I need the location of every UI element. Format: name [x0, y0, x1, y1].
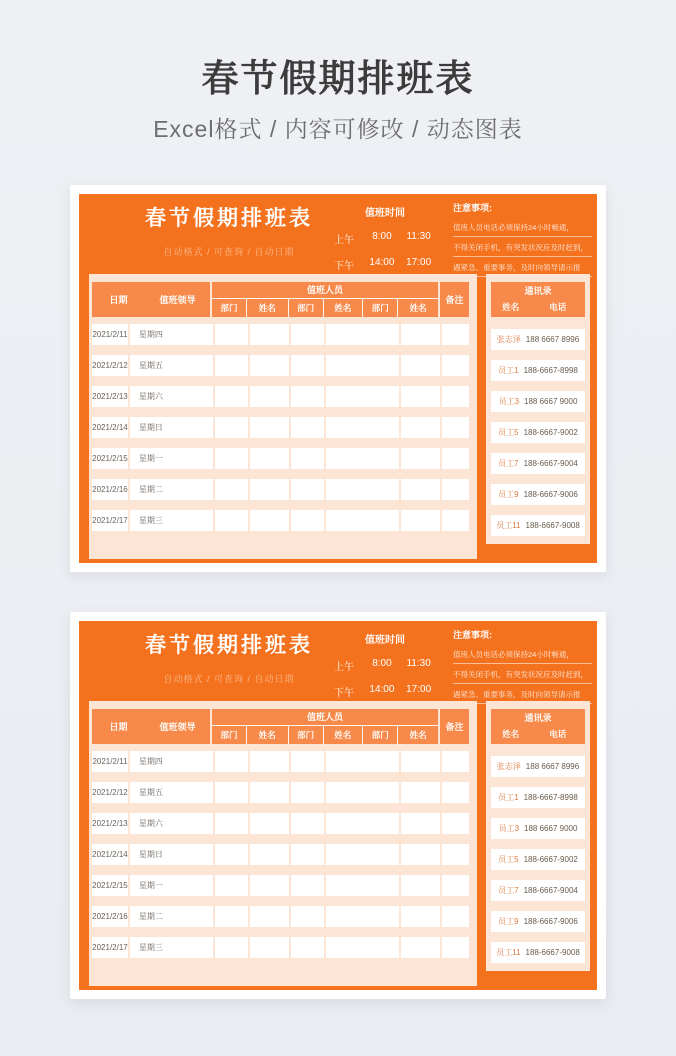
contact-phone: 188-6667-9002	[523, 855, 578, 864]
empty-cell	[250, 875, 290, 896]
note-line: 不得关闭手机，有突发状况应及时赶到，	[453, 669, 592, 684]
staff-subheader	[212, 299, 438, 317]
empty-cell	[215, 844, 248, 865]
list-item	[491, 942, 585, 963]
duty-time-label: 下午	[334, 688, 354, 699]
contact-name: 员工5	[498, 428, 519, 437]
empty-cell	[250, 479, 290, 500]
contact-name: 员工3	[498, 397, 520, 406]
table-row	[92, 906, 469, 927]
empty-cell	[326, 844, 399, 865]
empty-cell	[401, 937, 440, 958]
duty-time-label: 下午	[334, 261, 354, 272]
weekday-cell: 星期三	[130, 510, 213, 531]
remark-cell	[442, 448, 469, 469]
empty-cell	[250, 386, 290, 407]
notes-block	[453, 201, 592, 282]
empty-cell	[215, 417, 248, 438]
table-row	[92, 751, 469, 772]
table-row	[92, 324, 469, 345]
empty-cell	[401, 875, 440, 896]
list-item	[491, 515, 585, 536]
contact-phone: 188-6667-9004	[523, 459, 578, 468]
col-header-dept: 部门	[362, 726, 397, 744]
contact-phone: 188-6667-9004	[523, 886, 578, 895]
remark-cell	[442, 479, 469, 500]
empty-cell	[291, 937, 324, 958]
col-header-leader: 值班领导	[159, 722, 196, 732]
schedule-rows	[92, 751, 469, 958]
col-header-staff: 值班人员	[212, 709, 438, 726]
contacts-phone-header: 电话	[549, 729, 567, 739]
empty-cell	[401, 386, 440, 407]
table-row	[92, 448, 469, 469]
empty-cell	[215, 386, 248, 407]
contacts-name-header: 姓名	[502, 729, 520, 739]
note-line: 值班人员电话必须保持24小时畅通，	[453, 649, 592, 664]
list-item	[491, 880, 585, 901]
date-cell: 2021/2/11	[92, 751, 128, 772]
empty-cell	[326, 386, 399, 407]
col-header-dept: 部门	[220, 730, 238, 740]
duty-time-block	[334, 631, 436, 706]
contact-phone: 188-6667-8998	[523, 366, 578, 375]
remark-cell	[442, 937, 469, 958]
table-row	[92, 844, 469, 865]
note-line: 遇紧急、重要事务，及时向领导请示报	[453, 689, 592, 704]
contacts-subheader	[491, 726, 585, 744]
contact-name: 员工7	[498, 459, 519, 468]
empty-cell	[215, 906, 248, 927]
list-item	[491, 329, 585, 350]
contacts-title: 通讯录	[524, 286, 552, 296]
duty-time-block	[334, 204, 436, 279]
sheet-title: 春节假期排班表	[145, 633, 313, 657]
schedule-panel	[89, 701, 477, 986]
empty-cell	[250, 448, 290, 469]
date-leader-header	[92, 709, 210, 744]
schedule-table-header	[92, 282, 469, 317]
col-header-remark: 备注	[440, 709, 469, 744]
col-header-name: 姓名	[397, 726, 438, 744]
date-cell: 2021/2/17	[92, 510, 128, 531]
empty-cell	[250, 417, 290, 438]
empty-cell	[291, 510, 324, 531]
empty-cell	[401, 906, 440, 927]
date-cell: 2021/2/14	[92, 844, 128, 865]
schedule-table-header	[92, 709, 469, 744]
contact-name: 员工7	[498, 886, 519, 895]
contact-phone: 188 6667 8996	[525, 762, 580, 771]
remark-cell	[442, 875, 469, 896]
empty-cell	[291, 782, 324, 803]
contact-phone: 188-6667-9008	[525, 948, 580, 957]
list-item	[491, 360, 585, 381]
empty-cell	[326, 448, 399, 469]
duty-time-start: 14:00	[369, 684, 395, 695]
remark-cell	[442, 386, 469, 407]
weekday-cell: 星期日	[130, 844, 213, 865]
duty-time-title: 值班时间	[365, 208, 405, 219]
empty-cell	[215, 324, 248, 345]
empty-cell	[250, 510, 290, 531]
contacts-rows	[489, 329, 587, 536]
empty-cell	[250, 844, 290, 865]
remark-cell	[442, 813, 469, 834]
contact-name: 张志泽	[496, 762, 521, 771]
remark-cell	[442, 844, 469, 865]
table-row	[92, 510, 469, 531]
contact-name: 员工9	[498, 490, 519, 499]
sheet-features: 自动格式 / 可查询 / 自动日期	[163, 674, 295, 684]
list-item	[491, 849, 585, 870]
contact-phone: 188 6667 9000	[524, 397, 578, 406]
weekday-cell: 星期五	[130, 355, 213, 376]
preview-card-slot-2	[70, 612, 606, 999]
weekday-cell: 星期四	[130, 324, 213, 345]
list-item	[491, 453, 585, 474]
duty-time-start: 8:00	[372, 231, 392, 242]
empty-cell	[291, 417, 324, 438]
weekday-cell: 星期一	[130, 875, 213, 896]
remark-cell	[442, 751, 469, 772]
empty-cell	[326, 751, 399, 772]
notes-title: 注意事项:	[453, 630, 492, 640]
empty-cell	[326, 782, 399, 803]
date-cell: 2021/2/12	[92, 355, 128, 376]
empty-cell	[401, 751, 440, 772]
note-line: 值班人员电话必须保持24小时畅通，	[453, 222, 592, 237]
contact-name: 张志泽	[496, 335, 521, 344]
weekday-cell: 星期五	[130, 782, 213, 803]
empty-cell	[215, 782, 248, 803]
empty-cell	[215, 813, 248, 834]
table-row	[92, 417, 469, 438]
empty-cell	[215, 510, 248, 531]
col-header-name: 姓名	[397, 299, 438, 317]
list-item	[491, 911, 585, 932]
col-header-staff: 值班人员	[212, 282, 438, 299]
table-row	[92, 937, 469, 958]
spreadsheet-preview	[79, 621, 597, 990]
col-header-name: 姓名	[246, 726, 288, 744]
date-cell: 2021/2/16	[92, 906, 128, 927]
staff-header	[212, 709, 438, 744]
table-row	[92, 479, 469, 500]
empty-cell	[291, 479, 324, 500]
contact-phone: 188-6667-9006	[523, 917, 578, 926]
empty-cell	[215, 448, 248, 469]
contacts-subheader	[491, 299, 585, 317]
contacts-rows	[489, 756, 587, 963]
empty-cell	[250, 906, 290, 927]
list-item	[491, 756, 585, 777]
contacts-header	[491, 282, 585, 317]
duty-time-end: 17:00	[406, 257, 432, 268]
list-item	[491, 391, 585, 412]
list-item	[491, 422, 585, 443]
list-item	[491, 818, 585, 839]
empty-cell	[401, 417, 440, 438]
empty-cell	[326, 324, 399, 345]
empty-cell	[326, 355, 399, 376]
contact-phone: 188-6667-8998	[523, 793, 578, 802]
duty-time-label: 上午	[334, 662, 354, 673]
duty-time-label: 上午	[334, 235, 354, 246]
col-header-dept: 部门	[220, 303, 238, 313]
empty-cell	[401, 479, 440, 500]
schedule-rows	[92, 324, 469, 531]
empty-cell	[291, 875, 324, 896]
weekday-cell: 星期日	[130, 417, 213, 438]
empty-cell	[250, 937, 290, 958]
empty-cell	[215, 937, 248, 958]
col-header-dept: 部门	[288, 726, 323, 744]
empty-cell	[291, 813, 324, 834]
empty-cell	[291, 386, 324, 407]
contact-name: 员工1	[498, 793, 519, 802]
template-preview-card-2[interactable]	[70, 612, 606, 999]
contacts-panel	[486, 701, 590, 971]
duty-time-title: 值班时间	[365, 635, 405, 646]
weekday-cell: 星期六	[130, 813, 213, 834]
schedule-panel	[89, 274, 477, 559]
date-cell: 2021/2/15	[92, 448, 128, 469]
empty-cell	[215, 751, 248, 772]
staff-subheader	[212, 726, 438, 744]
contact-name: 员工3	[498, 824, 520, 833]
remark-cell	[442, 906, 469, 927]
contact-phone: 188-6667-9006	[523, 490, 578, 499]
remark-cell	[442, 782, 469, 803]
empty-cell	[250, 355, 290, 376]
col-header-date: 日期	[109, 295, 128, 305]
spreadsheet-preview	[79, 194, 597, 563]
preview-card-slot-1	[70, 185, 606, 572]
note-line: 遇紧急、重要事务，及时向领导请示报	[453, 262, 592, 277]
empty-cell	[401, 324, 440, 345]
contact-phone: 188 6667 9000	[524, 824, 578, 833]
empty-cell	[291, 844, 324, 865]
contacts-name-header: 姓名	[502, 302, 520, 312]
col-header-name: 姓名	[246, 299, 288, 317]
date-cell: 2021/2/16	[92, 479, 128, 500]
remark-cell	[442, 510, 469, 531]
weekday-cell: 星期一	[130, 448, 213, 469]
page-title: 春节假期排班表	[201, 58, 475, 99]
duty-time-end: 11:30	[406, 658, 431, 669]
weekday-cell: 星期二	[130, 906, 213, 927]
list-item	[491, 484, 585, 505]
empty-cell	[291, 906, 324, 927]
empty-cell	[250, 751, 290, 772]
col-header-dept: 部门	[362, 299, 397, 317]
contact-phone: 188-6667-9008	[525, 521, 580, 530]
duty-time-end: 17:00	[406, 684, 432, 695]
date-cell: 2021/2/14	[92, 417, 128, 438]
table-row	[92, 813, 469, 834]
table-row	[92, 782, 469, 803]
sheet-features: 自动格式 / 可查询 / 自动日期	[163, 247, 295, 257]
weekday-cell: 星期三	[130, 937, 213, 958]
empty-cell	[326, 479, 399, 500]
date-cell: 2021/2/12	[92, 782, 128, 803]
empty-cell	[326, 875, 399, 896]
remark-cell	[442, 355, 469, 376]
col-header-remark: 备注	[440, 282, 469, 317]
duty-time-end: 11:30	[406, 231, 431, 242]
empty-cell	[326, 906, 399, 927]
empty-cell	[401, 355, 440, 376]
page-subtitle: Excel格式 / 内容可修改 / 动态图表	[153, 115, 523, 142]
staff-header	[212, 282, 438, 317]
col-header-leader: 值班领导	[159, 295, 196, 305]
contact-name: 员工5	[498, 855, 519, 864]
empty-cell	[215, 875, 248, 896]
list-item	[491, 787, 585, 808]
contact-name: 员工9	[498, 917, 519, 926]
empty-cell	[401, 813, 440, 834]
template-preview-card-1[interactable]	[70, 185, 606, 572]
col-header-name: 姓名	[323, 299, 363, 317]
duty-time-start: 14:00	[369, 257, 395, 268]
empty-cell	[250, 324, 290, 345]
empty-cell	[326, 510, 399, 531]
remark-cell	[442, 324, 469, 345]
empty-cell	[291, 355, 324, 376]
empty-cell	[291, 448, 324, 469]
empty-cell	[326, 813, 399, 834]
contact-name: 员工1	[498, 366, 519, 375]
weekday-cell: 星期二	[130, 479, 213, 500]
empty-cell	[326, 937, 399, 958]
table-row	[92, 875, 469, 896]
empty-cell	[215, 355, 248, 376]
table-row	[92, 386, 469, 407]
page-header	[0, 0, 676, 144]
weekday-cell: 星期六	[130, 386, 213, 407]
notes-title: 注意事项:	[453, 203, 492, 213]
note-line: 不得关闭手机，有突发状况应及时赶到，	[453, 242, 592, 257]
empty-cell	[326, 417, 399, 438]
date-cell: 2021/2/13	[92, 813, 128, 834]
notes-block	[453, 628, 592, 709]
duty-time-start: 8:00	[372, 658, 392, 669]
contacts-phone-header: 电话	[549, 302, 567, 312]
duty-time-table	[334, 658, 436, 706]
contacts-panel	[486, 274, 590, 544]
empty-cell	[401, 448, 440, 469]
sheet-title: 春节假期排班表	[145, 206, 313, 230]
duty-time-table	[334, 231, 436, 279]
empty-cell	[401, 844, 440, 865]
empty-cell	[401, 510, 440, 531]
date-cell: 2021/2/11	[92, 324, 128, 345]
empty-cell	[215, 479, 248, 500]
table-row	[92, 355, 469, 376]
col-header-date: 日期	[109, 722, 128, 732]
date-cell: 2021/2/13	[92, 386, 128, 407]
contact-phone: 188 6667 8996	[525, 335, 580, 344]
empty-cell	[291, 324, 324, 345]
contacts-header	[491, 709, 585, 744]
remark-cell	[442, 417, 469, 438]
empty-cell	[250, 782, 290, 803]
date-cell: 2021/2/17	[92, 937, 128, 958]
contact-name: 员工11	[496, 521, 521, 530]
col-header-dept: 部门	[288, 299, 323, 317]
empty-cell	[401, 782, 440, 803]
empty-cell	[250, 813, 290, 834]
col-header-name: 姓名	[323, 726, 363, 744]
contact-name: 员工11	[496, 948, 521, 957]
weekday-cell: 星期四	[130, 751, 213, 772]
empty-cell	[291, 751, 324, 772]
contacts-title: 通讯录	[524, 713, 552, 723]
date-leader-header	[92, 282, 210, 317]
contact-phone: 188-6667-9002	[523, 428, 578, 437]
date-cell: 2021/2/15	[92, 875, 128, 896]
